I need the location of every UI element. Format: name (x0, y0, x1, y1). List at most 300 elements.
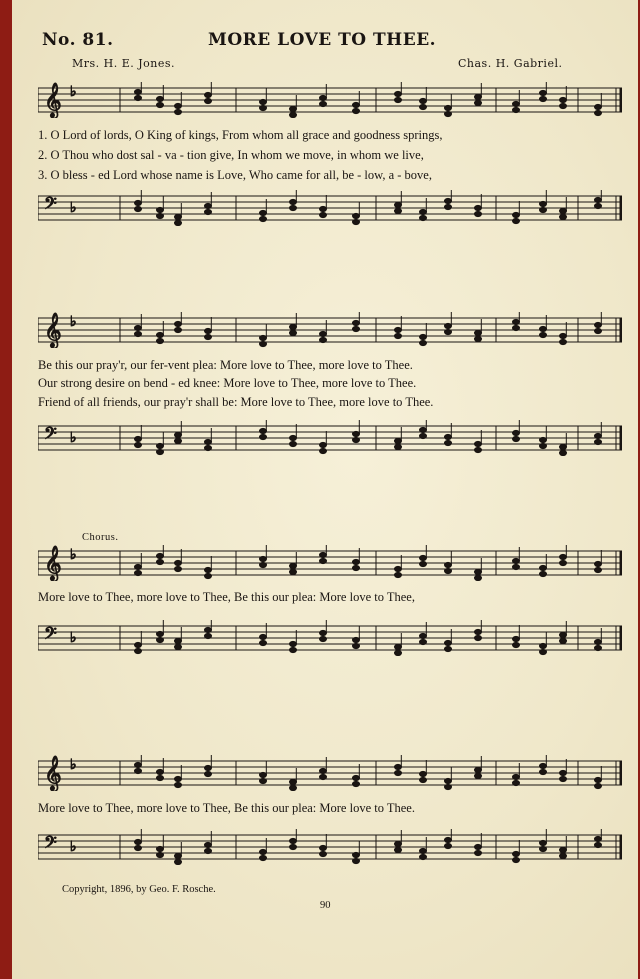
note-head (353, 781, 360, 786)
note-head (260, 855, 267, 860)
note-head (290, 112, 297, 117)
note-head (353, 858, 360, 863)
note-head (260, 778, 267, 783)
note-head (175, 859, 182, 864)
note-head (175, 103, 182, 108)
bass-clef-icon: 𝄢 (44, 832, 57, 856)
note-head (475, 575, 482, 580)
note-head (205, 848, 212, 853)
note-head (260, 772, 267, 777)
lyric-line: 3. O bless - ed Lord whose name is Love, Who came for all, be - low, a - bove, (38, 168, 432, 182)
note-head (513, 636, 520, 641)
lyric-line: Our strong desire on bend - ed knee: More love to Thee, more love to Thee. (38, 376, 417, 390)
note-head (353, 326, 360, 331)
note-head (320, 442, 327, 447)
bass-staff (38, 190, 622, 226)
note-head (157, 852, 164, 857)
note-head (135, 768, 142, 773)
treble-clef-icon: 𝄞 (44, 313, 62, 348)
note-head (290, 844, 297, 849)
note-head (595, 328, 602, 333)
note-head (205, 627, 212, 632)
note-head (135, 95, 142, 100)
flat-icon: ♭ (70, 200, 77, 216)
note-head (205, 439, 212, 444)
note-head (353, 102, 360, 107)
note-head (157, 102, 164, 107)
note-head (560, 770, 567, 775)
note-head (540, 846, 547, 851)
note-head (320, 636, 327, 641)
note-head (595, 104, 602, 109)
staff-lines (38, 829, 622, 865)
bass-staff (38, 420, 622, 456)
note-head (290, 563, 297, 568)
note-head (260, 335, 267, 340)
note-head (135, 642, 142, 647)
note-head (353, 213, 360, 218)
note-head (475, 211, 482, 216)
note-head (205, 209, 212, 214)
treble-clef-icon: 𝄞 (44, 756, 62, 791)
note-head (205, 567, 212, 572)
note-head (445, 323, 452, 328)
staff-lines (38, 545, 622, 581)
note-head (135, 648, 142, 653)
note-head (157, 96, 164, 101)
note-head (157, 769, 164, 774)
note-head (475, 767, 482, 772)
note-head (260, 640, 267, 645)
note-head (135, 436, 142, 441)
note-head (157, 449, 164, 454)
lyric-line: Friend of all friends, our pray'r shall be: More love to Thee, more love to Thee. (38, 395, 434, 409)
note-head (395, 572, 402, 577)
note-head (205, 771, 212, 776)
note-head (320, 206, 327, 211)
note-head (475, 441, 482, 446)
note-head (205, 98, 212, 103)
note-head (560, 444, 567, 449)
note-head (320, 212, 327, 217)
note-head (175, 327, 182, 332)
note-head (540, 201, 547, 206)
bass-clef-icon: 𝄢 (44, 193, 57, 217)
note-head (260, 428, 267, 433)
staff-lines (38, 190, 622, 226)
note-head (540, 649, 547, 654)
note-head (560, 853, 567, 858)
note-head (353, 852, 360, 857)
note-head (175, 109, 182, 114)
note-head (445, 434, 452, 439)
note-head (420, 854, 427, 859)
note-head (513, 642, 520, 647)
bass-clef-icon: 𝄢 (44, 623, 57, 647)
staff-lines (38, 82, 622, 118)
hymnal-page (12, 0, 638, 979)
note-head (540, 90, 547, 95)
note-head (135, 762, 142, 767)
note-head (420, 104, 427, 109)
note-head (175, 853, 182, 858)
note-head (395, 202, 402, 207)
lyric-line: More love to Thee, more love to Thee, Be this our plea: More love to Thee, (38, 590, 415, 604)
note-head (135, 331, 142, 336)
lyric-line: 2. O Thou who dost sal - va - tion give, In whom we move, in whom we live, (38, 148, 424, 162)
note-head (395, 644, 402, 649)
note-head (445, 568, 452, 573)
note-head (175, 438, 182, 443)
note-head (560, 847, 567, 852)
note-head (320, 331, 327, 336)
note-head (395, 327, 402, 332)
flat-icon: ♭ (70, 84, 77, 100)
note-head (260, 341, 267, 346)
note-head (290, 838, 297, 843)
note-head (475, 336, 482, 341)
note-head (560, 214, 567, 219)
composer: Chas. H. Gabriel. (458, 57, 563, 70)
note-head (595, 197, 602, 202)
note-head (175, 644, 182, 649)
note-head (513, 107, 520, 112)
note-head (290, 435, 297, 440)
note-head (513, 857, 520, 862)
copyright-notice: Copyright, 1896, by Geo. F. Rosche. (62, 884, 216, 895)
note-head (353, 637, 360, 642)
note-head (475, 330, 482, 335)
note-head (445, 837, 452, 842)
lyric-line: More love to Thee, more love to Thee, Be this our plea: More love to Thee. (38, 801, 415, 815)
note-head (595, 561, 602, 566)
note-head (513, 319, 520, 324)
note-head (260, 562, 267, 567)
flat-icon: ♭ (70, 547, 77, 563)
note-head (595, 777, 602, 782)
note-head (353, 643, 360, 648)
lyric-line: Be this our pray'r, our fer-vent plea: More love to Thee, more love to Thee. (38, 358, 413, 372)
note-head (395, 847, 402, 852)
note-head (420, 334, 427, 339)
note-head (205, 328, 212, 333)
note-head (475, 629, 482, 634)
note-head (205, 842, 212, 847)
note-head (175, 782, 182, 787)
note-head (157, 559, 164, 564)
note-head (540, 437, 547, 442)
note-head (420, 433, 427, 438)
note-head (595, 842, 602, 847)
note-head (290, 441, 297, 446)
note-head (290, 779, 297, 784)
note-head (595, 203, 602, 208)
note-head (395, 841, 402, 846)
note-head (175, 432, 182, 437)
note-head (445, 640, 452, 645)
note-head (540, 326, 547, 331)
note-head (205, 573, 212, 578)
chorus-label: Chorus. (82, 532, 119, 543)
staff-lines (38, 312, 622, 348)
note-head (135, 570, 142, 575)
note-head (475, 569, 482, 574)
note-head (175, 220, 182, 225)
note-head (175, 214, 182, 219)
note-head (353, 559, 360, 564)
note-head (205, 445, 212, 450)
note-head (560, 97, 567, 102)
note-head (395, 438, 402, 443)
note-head (540, 565, 547, 570)
note-head (420, 848, 427, 853)
note-head (540, 840, 547, 845)
note-head (353, 320, 360, 325)
flat-icon: ♭ (70, 430, 77, 446)
note-head (420, 555, 427, 560)
hymn-number: No. 81. (42, 30, 114, 50)
note-head (595, 433, 602, 438)
note-head (513, 212, 520, 217)
note-head (420, 561, 427, 566)
note-head (445, 198, 452, 203)
note-head (395, 650, 402, 655)
note-head (445, 111, 452, 116)
note-head (135, 564, 142, 569)
note-head (595, 439, 602, 444)
note-head (395, 333, 402, 338)
note-head (290, 205, 297, 210)
note-head (513, 774, 520, 779)
note-head (260, 210, 267, 215)
note-head (445, 204, 452, 209)
note-head (475, 447, 482, 452)
note-head (445, 646, 452, 651)
staff-lines (38, 620, 622, 656)
note-head (595, 783, 602, 788)
note-head (290, 569, 297, 574)
treble-staff (38, 312, 622, 348)
note-head (135, 325, 142, 330)
note-head (157, 775, 164, 780)
note-head (420, 98, 427, 103)
bass-staff (38, 829, 622, 865)
note-head (353, 565, 360, 570)
note-head (445, 105, 452, 110)
flat-icon: ♭ (70, 757, 77, 773)
note-head (420, 340, 427, 345)
note-head (157, 332, 164, 337)
note-head (205, 203, 212, 208)
note-head (445, 843, 452, 848)
note-head (445, 562, 452, 567)
note-head (513, 558, 520, 563)
note-head (260, 634, 267, 639)
note-head (205, 633, 212, 638)
note-head (560, 339, 567, 344)
note-head (595, 110, 602, 115)
note-head (540, 96, 547, 101)
note-head (260, 849, 267, 854)
note-head (260, 216, 267, 221)
note-head (205, 765, 212, 770)
note-head (445, 778, 452, 783)
note-head (420, 777, 427, 782)
flat-icon: ♭ (70, 314, 77, 330)
note-head (157, 207, 164, 212)
treble-staff (38, 82, 622, 118)
note-head (320, 337, 327, 342)
bass-clef-icon: 𝄢 (44, 423, 57, 447)
note-head (395, 764, 402, 769)
note-head (513, 851, 520, 856)
note-head (595, 836, 602, 841)
note-head (513, 564, 520, 569)
note-head (320, 552, 327, 557)
note-head (595, 645, 602, 650)
note-head (475, 844, 482, 849)
note-head (420, 209, 427, 214)
note-head (540, 571, 547, 576)
note-head (540, 643, 547, 648)
note-head (260, 556, 267, 561)
note-head (540, 207, 547, 212)
note-head (135, 442, 142, 447)
note-head (513, 218, 520, 223)
note-head (395, 770, 402, 775)
note-head (445, 329, 452, 334)
note-head (157, 443, 164, 448)
note-head (320, 101, 327, 106)
treble-clef-icon: 𝄞 (44, 83, 62, 118)
note-head (560, 103, 567, 108)
note-head (135, 839, 142, 844)
note-head (320, 774, 327, 779)
note-head (290, 647, 297, 652)
note-head (475, 635, 482, 640)
note-head (395, 91, 402, 96)
note-head (290, 785, 297, 790)
treble-staff (38, 545, 622, 581)
note-head (540, 332, 547, 337)
note-head (420, 639, 427, 644)
note-head (290, 106, 297, 111)
note-head (353, 219, 360, 224)
note-head (260, 105, 267, 110)
note-head (560, 632, 567, 637)
hymn-title: MORE LOVE TO THEE. (208, 30, 437, 50)
note-head (290, 324, 297, 329)
note-head (560, 554, 567, 559)
treble-clef-icon: 𝄞 (44, 546, 62, 581)
note-head (420, 771, 427, 776)
flat-icon: ♭ (70, 630, 77, 646)
note-head (175, 566, 182, 571)
note-head (157, 846, 164, 851)
note-head (560, 208, 567, 213)
note-head (205, 334, 212, 339)
page-number: 90 (320, 900, 331, 911)
note-head (420, 427, 427, 432)
note-head (560, 333, 567, 338)
note-head (353, 108, 360, 113)
note-head (320, 630, 327, 635)
note-head (260, 434, 267, 439)
note-head (175, 638, 182, 643)
note-head (290, 199, 297, 204)
note-head (560, 450, 567, 455)
note-head (475, 100, 482, 105)
note-head (560, 776, 567, 781)
note-head (320, 558, 327, 563)
note-head (513, 436, 520, 441)
note-head (540, 769, 547, 774)
note-head (395, 208, 402, 213)
note-head (157, 631, 164, 636)
note-head (320, 851, 327, 856)
note-head (320, 768, 327, 773)
note-head (475, 94, 482, 99)
note-head (205, 92, 212, 97)
lyric-line: 1. O Lord of lords, O King of kings, From whom all grace and goodness springs, (38, 128, 443, 142)
note-head (290, 330, 297, 335)
note-head (290, 641, 297, 646)
note-head (513, 780, 520, 785)
note-head (157, 637, 164, 642)
note-head (513, 430, 520, 435)
note-head (475, 773, 482, 778)
note-head (320, 845, 327, 850)
note-head (135, 89, 142, 94)
note-head (445, 440, 452, 445)
note-head (420, 633, 427, 638)
note-head (420, 215, 427, 220)
note-head (395, 444, 402, 449)
note-head (175, 560, 182, 565)
note-head (540, 763, 547, 768)
staff-lines (38, 755, 622, 791)
note-head (320, 95, 327, 100)
treble-staff (38, 755, 622, 791)
note-head (560, 560, 567, 565)
note-head (395, 566, 402, 571)
note-head (540, 443, 547, 448)
note-head (560, 638, 567, 643)
bass-staff (38, 620, 622, 656)
note-head (395, 97, 402, 102)
note-head (513, 101, 520, 106)
note-head (353, 775, 360, 780)
note-head (475, 850, 482, 855)
note-head (595, 322, 602, 327)
note-head (157, 338, 164, 343)
note-head (135, 206, 142, 211)
note-head (353, 431, 360, 436)
note-head (157, 213, 164, 218)
note-head (260, 99, 267, 104)
note-head (175, 776, 182, 781)
note-head (353, 437, 360, 442)
note-head (157, 553, 164, 558)
staff-lines (38, 420, 622, 456)
note-head (320, 448, 327, 453)
note-head (595, 639, 602, 644)
note-head (175, 321, 182, 326)
note-head (595, 567, 602, 572)
note-head (135, 200, 142, 205)
note-head (135, 845, 142, 850)
note-head (445, 784, 452, 789)
